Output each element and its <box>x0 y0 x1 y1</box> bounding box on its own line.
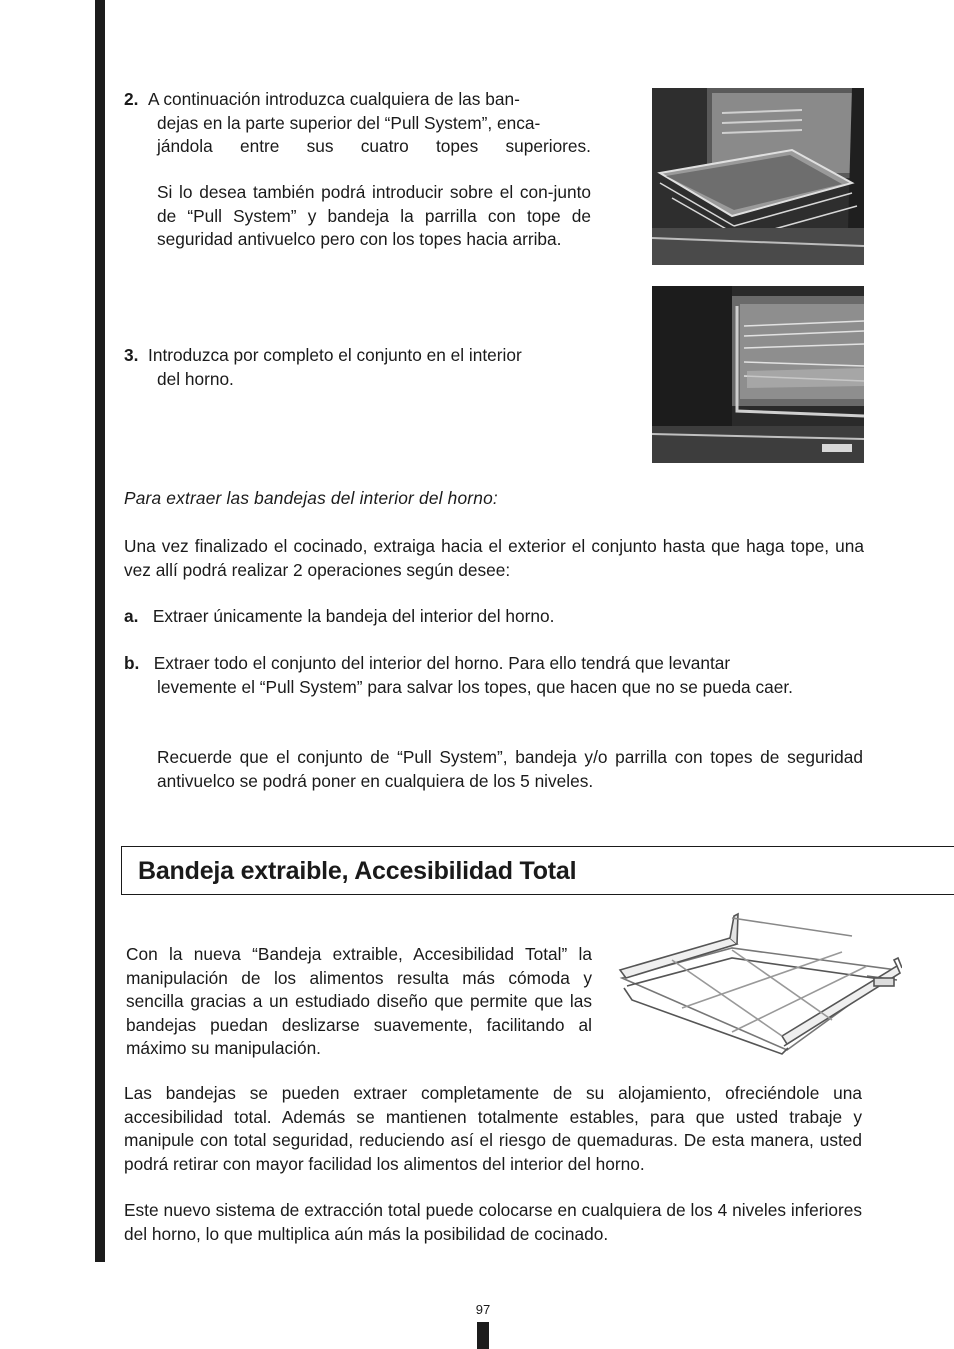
step-2-line-2: dejas en la parte superior del “Pull System”, enca- <box>157 112 541 133</box>
oven-tray-photo-2 <box>652 286 864 463</box>
oven-tray-photo-1 <box>652 88 864 265</box>
option-a-line <box>124 605 864 629</box>
extract-intro: Una vez finalizado el cocinado, extraiga hacia el exterior el conjunto hasta que haga tope, una vez allí podrá realizar 2 operaciones según desee: <box>124 536 864 580</box>
step-2-number: 2. <box>124 89 139 109</box>
section-paragraph-1: Con la nueva “Bandeja extraible, Accesibilidad Total” la manipulación de los alimentos resulta más cómoda y sencilla gracias a un estudiado diseño que permite que las bandejas puedan deslizarse suavemente, facilitando al máximo su manipulación. <box>126 944 592 1058</box>
option-b-letter: b. <box>124 653 140 673</box>
option-b-rest: levemente el “Pull System” para salvar los topes, que hacen que no se pueda caer. <box>157 676 793 697</box>
page-tab-marker <box>477 1322 489 1349</box>
section-paragraph-3: Este nuevo sistema de extracción total puede colocarse en cualquiera de los 4 niveles inferiores del horno, lo que multiplica aún más la posibilidad de cocinado. <box>124 1200 862 1244</box>
step-2-paragraph-2: Si lo desea también podrá introducir sobre el con-junto de “Pull System” y bandeja la parrilla con tope de seguridad antivuelco pero con los topes hacia arriba. <box>157 182 591 249</box>
oven-tray-photo-2-image <box>652 286 864 463</box>
option-b-first-line: Extraer todo el conjunto del interior del horno. Para ello tendrá que levantar <box>153 653 731 673</box>
step-3-line-2: del horno. <box>157 368 234 389</box>
option-a-text: Extraer únicamente la bandeja del interior del horno. <box>152 606 555 626</box>
oven-tray-photo-1-image <box>652 88 864 265</box>
extractable-tray-illustration <box>612 908 902 1058</box>
step-3-line-1 <box>124 344 592 368</box>
step-2-line-3: jándola entre sus cuatro topes superiores. <box>157 136 591 156</box>
section-title: Bandeja extraible, Accesibilidad Total <box>138 857 577 885</box>
option-a-letter: a. <box>124 606 139 626</box>
section-header-box <box>121 846 954 895</box>
section-paragraph-2: Las bandejas se pueden extraer completamente de su alojamiento, ofreciéndole una accesibilidad total. Además se mantienen totalmente estables, para que usted trabaje y manipule con total seguridad, reduciendo así el riesgo de quemaduras. De esta manera, usted podrá retirar con mayor facilidad los alimentos del interior del horno. <box>124 1083 862 1174</box>
step-3-first-line: Introduzca por completo el conjunto en el interior <box>148 345 522 365</box>
left-margin-bar <box>95 0 105 1262</box>
option-b-line-1 <box>124 652 864 676</box>
extract-heading: Para extraer las bandejas del interior del horno: <box>124 488 498 508</box>
step-2-first-line: A continuación introduzca cualquiera de las ban- <box>148 89 520 109</box>
option-b-note: Recuerde que el conjunto de “Pull System”, bandeja y/o parrilla con topes de seguridad antivuelco se podrá poner en cualquiera de los 5 niveles. <box>157 747 863 791</box>
step-2-line-1 <box>124 88 592 112</box>
step-3-number: 3. <box>124 345 139 365</box>
page-number: 97 <box>475 1302 491 1317</box>
